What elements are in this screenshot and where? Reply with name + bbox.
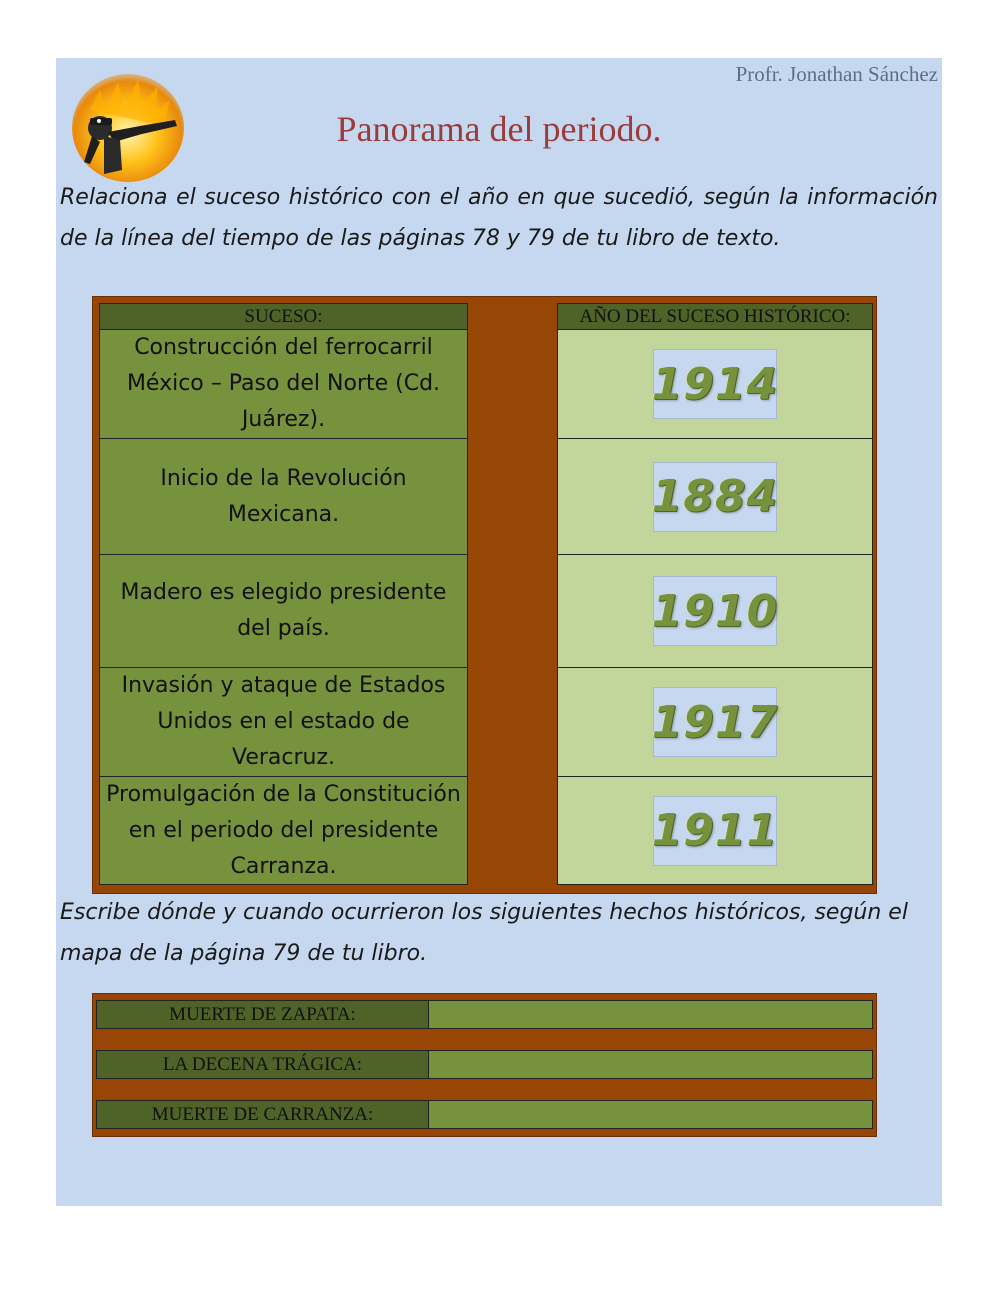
answer-input-decena-tragica[interactable]: [429, 1050, 873, 1079]
event-text: Madero es elegido presidente del país.: [120, 580, 447, 641]
year-card[interactable]: 1910: [653, 576, 777, 646]
row-label-muerte-carranza: MUERTE DE CARRANZA:: [96, 1100, 429, 1129]
event-text: Promulgación de la Constitución en el periodo del presidente Carranza.: [106, 781, 461, 879]
year-card[interactable]: 1911: [653, 796, 777, 866]
years-column: [557, 303, 873, 885]
year-drop-zone[interactable]: [557, 439, 873, 555]
write-table: [92, 993, 877, 1137]
write-row: [96, 1100, 873, 1129]
year-card[interactable]: 1884: [653, 462, 777, 532]
worksheet-page: [56, 58, 942, 1206]
year-card[interactable]: 1914: [653, 349, 777, 419]
write-row: [96, 1050, 873, 1079]
answer-input-muerte-carranza[interactable]: [429, 1100, 873, 1129]
year-card[interactable]: 1917: [653, 687, 777, 757]
page-title: Panorama del periodo.: [336, 109, 662, 149]
header-year: AÑO DEL SUCESO HISTÓRICO:: [557, 303, 873, 330]
row-label-muerte-zapata: MUERTE DE ZAPATA:: [96, 1000, 429, 1029]
event-cell: [99, 777, 468, 885]
row-label-decena-tragica: LA DECENA TRÁGICA:: [96, 1050, 429, 1079]
year-drop-zone[interactable]: [557, 555, 873, 668]
instruction-write: Escribe dónde y cuando ocurrieron los siguientes hechos históricos, según el mapa de la página 79 de tu libro.: [60, 900, 908, 966]
event-text: Construcción del ferrocarril México – Paso del Norte (Cd. Juárez).: [126, 335, 441, 432]
year-drop-zone[interactable]: [557, 330, 873, 439]
event-text: Inicio de la Revolución Mexicana.: [160, 465, 407, 527]
event-text: Invasión y ataque de Estados Unidos en el estado de Veracruz.: [121, 673, 446, 770]
event-cell: [99, 668, 468, 777]
event-cell: [99, 555, 468, 668]
match-table: [92, 296, 877, 894]
write-row: [96, 1000, 873, 1029]
year-drop-zone[interactable]: [557, 668, 873, 777]
event-cell: [99, 439, 468, 555]
instruction-match: Relaciona el suceso histórico con el año en que sucedió, según la información de la línea del tiempo de las páginas 78 y 79 de tu libro de texto.: [60, 185, 938, 251]
event-cell: [99, 330, 468, 439]
author-name: Profr. Jonathan Sánchez: [735, 62, 938, 86]
header-event: SUCESO:: [99, 303, 468, 330]
answer-input-muerte-zapata[interactable]: [429, 1000, 873, 1029]
year-drop-zone[interactable]: [557, 777, 873, 885]
events-column: [99, 303, 468, 885]
